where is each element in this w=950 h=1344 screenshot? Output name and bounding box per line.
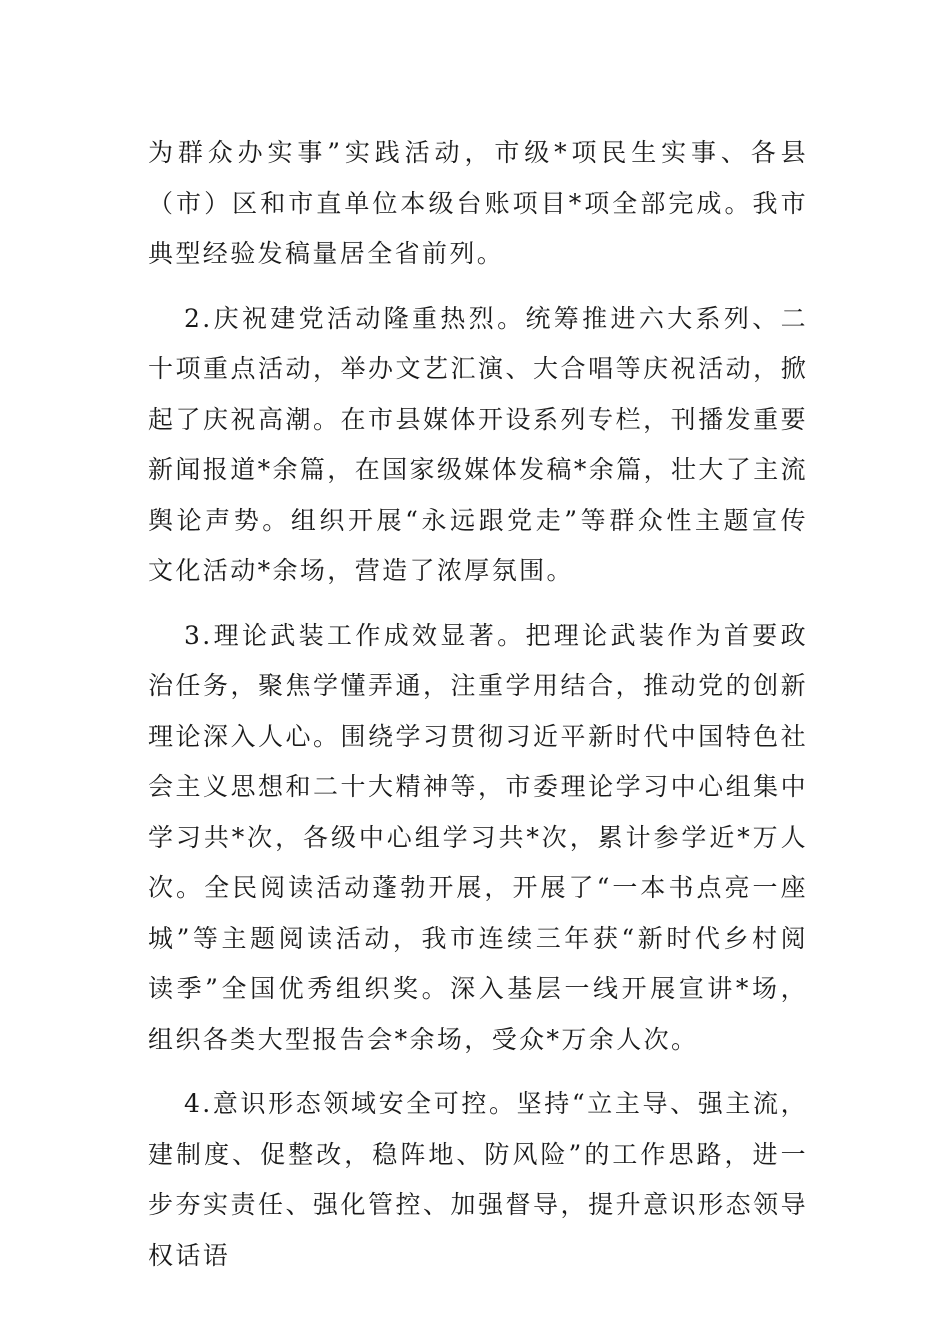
paragraph-party-celebration: 2.庆祝建党活动隆重热烈。统筹推进六大系列、二十项重点活动，举办文艺汇演、大合唱等庆祝活动，掀起了庆祝高潮。在市县媒体开设系列专栏，刊播发重要新闻报道*余篇，在国家级媒体发稿*余篇，壮大了主流舆论声势。组织开展“永远跟党走”等群众性主题宣传文化活动*余场，营造了浓厚氛围。 bbox=[148, 303, 809, 585]
document-body bbox=[148, 128, 808, 1281]
paragraph-theory-study: 3.理论武装工作成效显著。把理论武装作为首要政治任务，聚焦学懂弄通，注重学用结合，推动党的创新理论深入人心。围绕学习贯彻习近平新时代中国特色社会主义思想和二十大精神等，市委理论学习中心组集中学习共*次，各级中心组学习共*次，累计参学近*万人次。全民阅读活动蓬勃开展，开展了“一本书点亮一座城”等主题阅读活动，我市连续三年获“新时代乡村阅读季”全国优秀组织奖。深入基层一线开展宣讲*场，组织各类大型报告会*余场，受众*万余人次。 bbox=[148, 620, 808, 1054]
paragraph-ideology-security: 4.意识形态领域安全可控。坚持“立主导、强主流，建制度、促整改，稳阵地、防风险”的工作思路，进一步夯实责任、强化管控、加强督导，提升意识形态领导权话语 bbox=[148, 1089, 808, 1270]
paragraph-continuation: 为群众办实事”实践活动，市级*项民生实事、各县（市）区和市直单位本级台账项目*项全部完成。我市典型经验发稿量居全省前列。 bbox=[148, 138, 808, 268]
